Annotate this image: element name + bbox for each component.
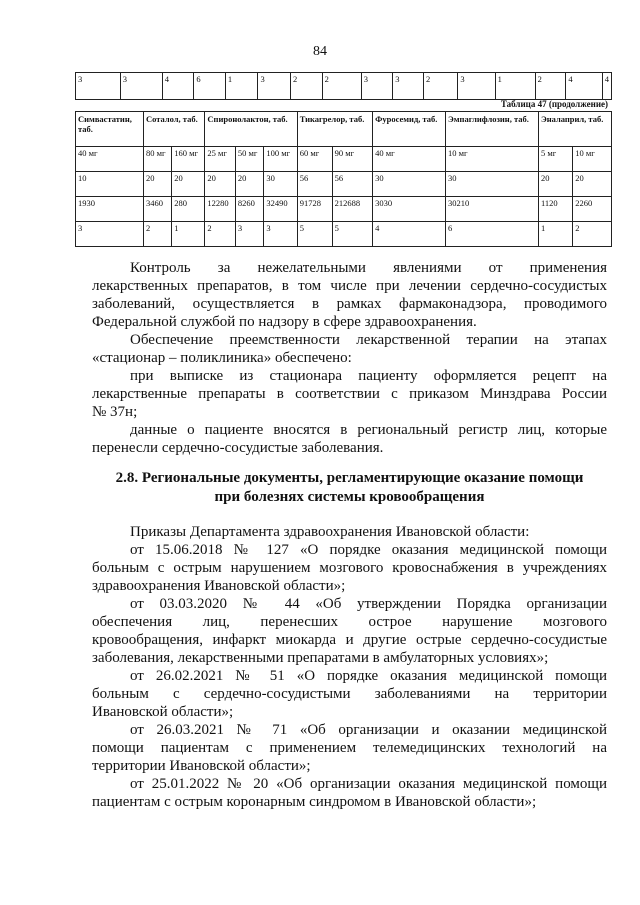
table-cell: 1 — [495, 73, 535, 100]
table-cell: 5 мг — [538, 147, 572, 172]
table-cell: 20 — [235, 172, 263, 197]
table-cell: 2 — [423, 73, 457, 100]
table-cell: 30 — [264, 172, 297, 197]
text-line: от 15.06.2018 № 127 «О порядке оказания медицинской помощи — [130, 542, 607, 558]
table-cell: 3460 — [144, 197, 172, 222]
table-cell: 10 мг — [446, 147, 539, 172]
column-header: Тикагрелор, таб. — [297, 112, 372, 147]
text-line: от 26.02.2021 № 51 «О порядке оказания медицинской помощи — [130, 668, 607, 684]
table-cell: 1930 — [76, 197, 144, 222]
section-heading — [92, 469, 607, 507]
text-line: обеспечения лиц, перенесших острое нарушение мозгового — [92, 614, 607, 630]
table-cell: 5 — [332, 222, 373, 247]
table-cell: 3 — [361, 73, 393, 100]
table-row — [76, 147, 612, 172]
table-cell: 3 — [120, 73, 162, 100]
table-cell: 2260 — [573, 197, 612, 222]
text-line: данные о пациенте вносятся в региональный регистр лиц, которые — [130, 422, 607, 438]
table-cell: 1120 — [538, 197, 572, 222]
table-cell: 30 — [373, 172, 446, 197]
table-cell: 2 — [535, 73, 566, 100]
table-row — [76, 73, 612, 100]
text-line: от 25.01.2022 № 20 «Об организации оказания медицинской помощи — [130, 776, 607, 792]
text-line: Ивановской области»; — [92, 704, 234, 720]
text-line: перенесли сердечно-сосудистые заболевания. — [92, 440, 384, 456]
table-cell: 10 мг — [573, 147, 612, 172]
table-row — [76, 172, 612, 197]
table-cell: 4 — [602, 73, 611, 100]
table-cell: 4 — [373, 222, 446, 247]
table-cell: 6 — [194, 73, 226, 100]
drug-table — [75, 111, 612, 247]
table-cell: 20 — [205, 172, 235, 197]
text-line: Федеральной службой по надзору в сфере здравоохранения. — [92, 314, 477, 330]
text-line: лекарственные препараты в соответствии с приказом Минздрава России — [92, 386, 607, 402]
column-header: Соталол, таб. — [144, 112, 205, 147]
table-cell: 100 мг — [264, 147, 297, 172]
table-cell: 91728 — [297, 197, 332, 222]
table-cell: 160 мг — [172, 147, 205, 172]
table-cell: 3 — [235, 222, 263, 247]
table-cell: 20 — [144, 172, 172, 197]
table-cell: 30210 — [446, 197, 539, 222]
table-cell: 56 — [332, 172, 373, 197]
text-line: заболевания, лекарственными препаратами в амбулаторных условиях»; — [92, 650, 549, 666]
table-cell: 212688 — [332, 197, 373, 222]
heading-line: 2.8. Региональные документы, регламентирующие оказание помощи — [115, 470, 584, 486]
table-cell: 3 — [76, 222, 144, 247]
table-cell: 280 — [172, 197, 205, 222]
column-header: Спиронолактон, таб. — [205, 112, 297, 147]
text-line: от 26.03.2021 № 71 «Об организации и оказании медицинской — [130, 722, 607, 738]
table-cell: 12280 — [205, 197, 235, 222]
column-header: Эналаприл, таб. — [538, 112, 611, 147]
table-cell: 1 — [538, 222, 572, 247]
text-line: территории Ивановской области»; — [92, 758, 311, 774]
text-line: «стационар – поликлиника» обеспечено: — [92, 350, 352, 366]
table-cell: 40 мг — [76, 147, 144, 172]
text-line: здравоохранения Ивановской области»; — [92, 578, 346, 594]
table-cell: 2 — [144, 222, 172, 247]
table-cell: 10 — [76, 172, 144, 197]
text-line: помощи пациентам с применением телемедицинских технологий на — [92, 740, 607, 756]
table-cell: 3 — [264, 222, 297, 247]
table-cell: 20 — [172, 172, 205, 197]
text-line: пациентам с острым коронарным синдромом в Ивановской области»; — [92, 794, 537, 810]
table-cell: 20 — [573, 172, 612, 197]
table-cell: 50 мг — [235, 147, 263, 172]
body-text-a — [92, 259, 607, 811]
table-cell: 30 — [446, 172, 539, 197]
table-cell: 8260 — [235, 197, 263, 222]
table-cell: 80 мг — [144, 147, 172, 172]
table-cell: 3030 — [373, 197, 446, 222]
table-cell: 40 мг — [373, 147, 446, 172]
table-cell: 2 — [290, 73, 322, 100]
table-cell: 3 — [393, 73, 424, 100]
text-line: от 03.03.2020 № 44 «Об утверждении Порядка организации — [130, 596, 607, 612]
table-cell: 6 — [446, 222, 539, 247]
text-line: Контроль за нежелательными явлениями от применения — [130, 260, 607, 276]
table-row — [76, 222, 612, 247]
page-number: 84 — [313, 44, 327, 59]
text-line: заболеваний, осуществляется в рамках фармаконадзора, проводимого — [92, 296, 607, 312]
table-cell: 1 — [225, 73, 258, 100]
text-line: больным с острым нарушением мозгового кровоснабжения в учреждениях — [92, 560, 607, 576]
table-row — [76, 197, 612, 222]
table-cell: 3 — [258, 73, 291, 100]
table-cell: 32490 — [264, 197, 297, 222]
table-caption: Таблица 47 (продолжение) — [500, 99, 608, 109]
table-cell: 1 — [172, 222, 205, 247]
text-line: лекарственных препаратов, в том числе при лечении сердечно-сосудистых — [92, 278, 607, 294]
table-cell: 2 — [573, 222, 612, 247]
table-header-row — [76, 112, 612, 147]
table-cell: 2 — [322, 73, 361, 100]
table-cell: 25 мг — [205, 147, 235, 172]
text-line: Обеспечение преемственности лекарственной терапии на этапах — [130, 332, 607, 348]
table-cell: 90 мг — [332, 147, 373, 172]
table-cell: 4 — [162, 73, 194, 100]
text-line: больным с сердечно-сосудистыми заболеваниями на территории — [92, 686, 607, 702]
table-cell: 20 — [538, 172, 572, 197]
table-cell: 60 мг — [297, 147, 332, 172]
table-cell: 3 — [76, 73, 121, 100]
table-continuation-top — [75, 72, 612, 100]
table-cell: 4 — [566, 73, 602, 100]
table-cell: 56 — [297, 172, 332, 197]
column-header: Фуросемид, таб. — [373, 112, 446, 147]
column-header: Симвастатин, таб. — [76, 112, 144, 147]
text-line: кровообращения, инфаркт миокарда и другие острые сердечно-сосудистые — [92, 632, 607, 648]
heading-line: при болезнях системы кровообращения — [214, 489, 485, 505]
text-line: Приказы Департамента здравоохранения Ивановской области: — [130, 524, 530, 540]
text-line: при выписке из стационара пациенту оформляется рецепт на — [130, 368, 607, 384]
text-line: № 37н; — [92, 404, 138, 420]
column-header: Эмпаглифлозин, таб. — [446, 112, 539, 147]
table-cell: 3 — [458, 73, 495, 100]
table-cell: 2 — [205, 222, 235, 247]
table-cell: 5 — [297, 222, 332, 247]
